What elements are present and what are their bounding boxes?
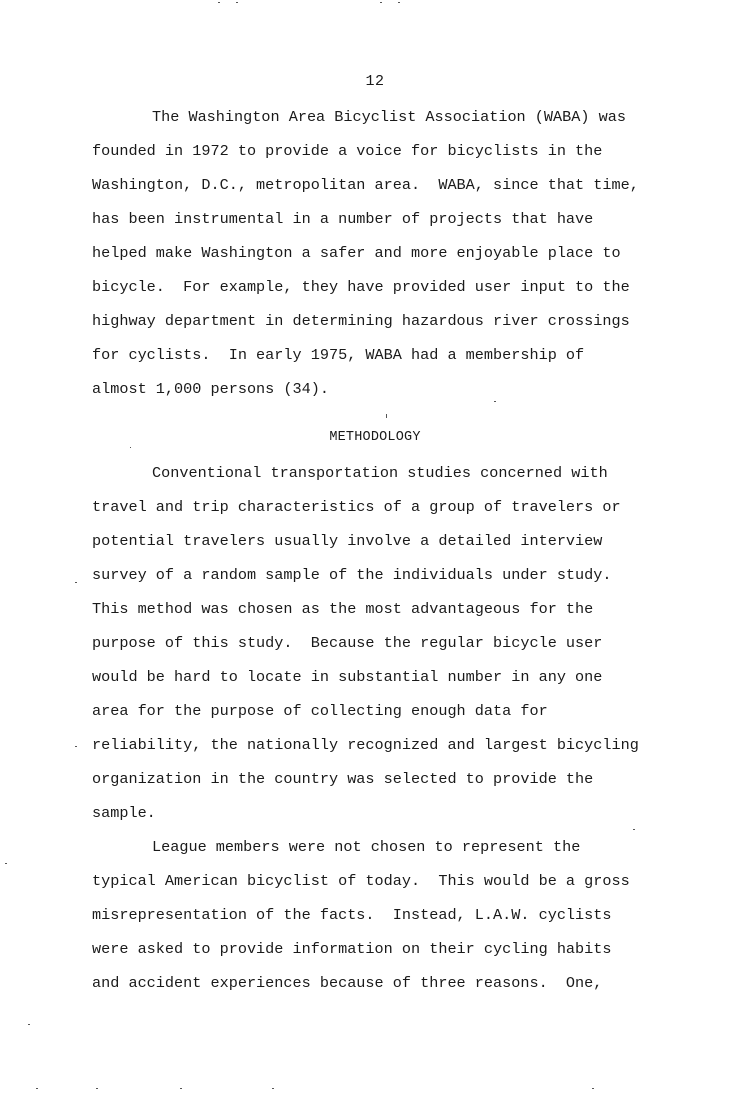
text-line: were asked to provide information on their cycling habits <box>92 940 612 958</box>
scan-speck <box>36 1088 38 1089</box>
text-line: almost 1,000 persons (34). <box>92 380 329 398</box>
text-line: survey of a random sample of the individuals under study. <box>92 566 612 584</box>
scan-speck <box>380 2 382 3</box>
scan-speck <box>633 829 635 830</box>
text-line: bicycle. For example, they have provided user input to the <box>92 278 630 296</box>
scan-speck <box>592 1088 594 1089</box>
text-line: Conventional transportation studies concerned with <box>152 464 608 482</box>
text-line: potential travelers usually involve a detailed interview <box>92 532 603 550</box>
text-line: typical American bicyclist of today. This would be a gross <box>92 872 630 890</box>
text-line: misrepresentation of the facts. Instead, L.A.W. cyclists <box>92 906 612 924</box>
scan-speck <box>180 1088 182 1089</box>
text-line: founded in 1972 to provide a voice for bicyclists in the <box>92 142 603 160</box>
scan-speck <box>386 414 387 418</box>
text-line: This method was chosen as the most advantageous for the <box>92 600 594 618</box>
page-number: 12 <box>365 73 385 90</box>
text-line: has been instrumental in a number of projects that have <box>92 210 594 228</box>
text-line: sample. <box>92 804 156 822</box>
text-line: League members were not chosen to represent the <box>152 838 581 856</box>
text-line: helped make Washington a safer and more enjoyable place to <box>92 244 621 262</box>
text-line: travel and trip characteristics of a group of travelers or <box>92 498 621 516</box>
scan-speck <box>96 1088 98 1089</box>
scan-speck <box>75 746 77 747</box>
text-line: reliability, the nationally recognized and largest bicycling <box>92 736 639 754</box>
scan-speck <box>5 863 7 864</box>
text-line: would be hard to locate in substantial number in any one <box>92 668 603 686</box>
scan-speck <box>75 582 77 583</box>
scan-speck <box>398 2 400 3</box>
section-heading: METHODOLOGY <box>329 430 421 445</box>
text-line: purpose of this study. Because the regular bicycle user <box>92 634 603 652</box>
scan-speck <box>28 1024 30 1025</box>
text-line: Washington, D.C., metropolitan area. WABA, since that time, <box>92 176 639 194</box>
text-line: and accident experiences because of three reasons. One, <box>92 974 603 992</box>
scan-speck <box>494 401 496 402</box>
scan-speck <box>218 2 220 3</box>
text-line: organization in the country was selected to provide the <box>92 770 594 788</box>
text-line: highway department in determining hazardous river crossings <box>92 312 630 330</box>
scan-speck <box>236 2 238 3</box>
scan-speck <box>130 447 131 448</box>
text-line: The Washington Area Bicyclist Association (WABA) was <box>152 108 626 126</box>
scan-speck <box>272 1088 274 1089</box>
text-line: for cyclists. In early 1975, WABA had a membership of <box>92 346 585 364</box>
text-line: area for the purpose of collecting enough data for <box>92 702 548 720</box>
